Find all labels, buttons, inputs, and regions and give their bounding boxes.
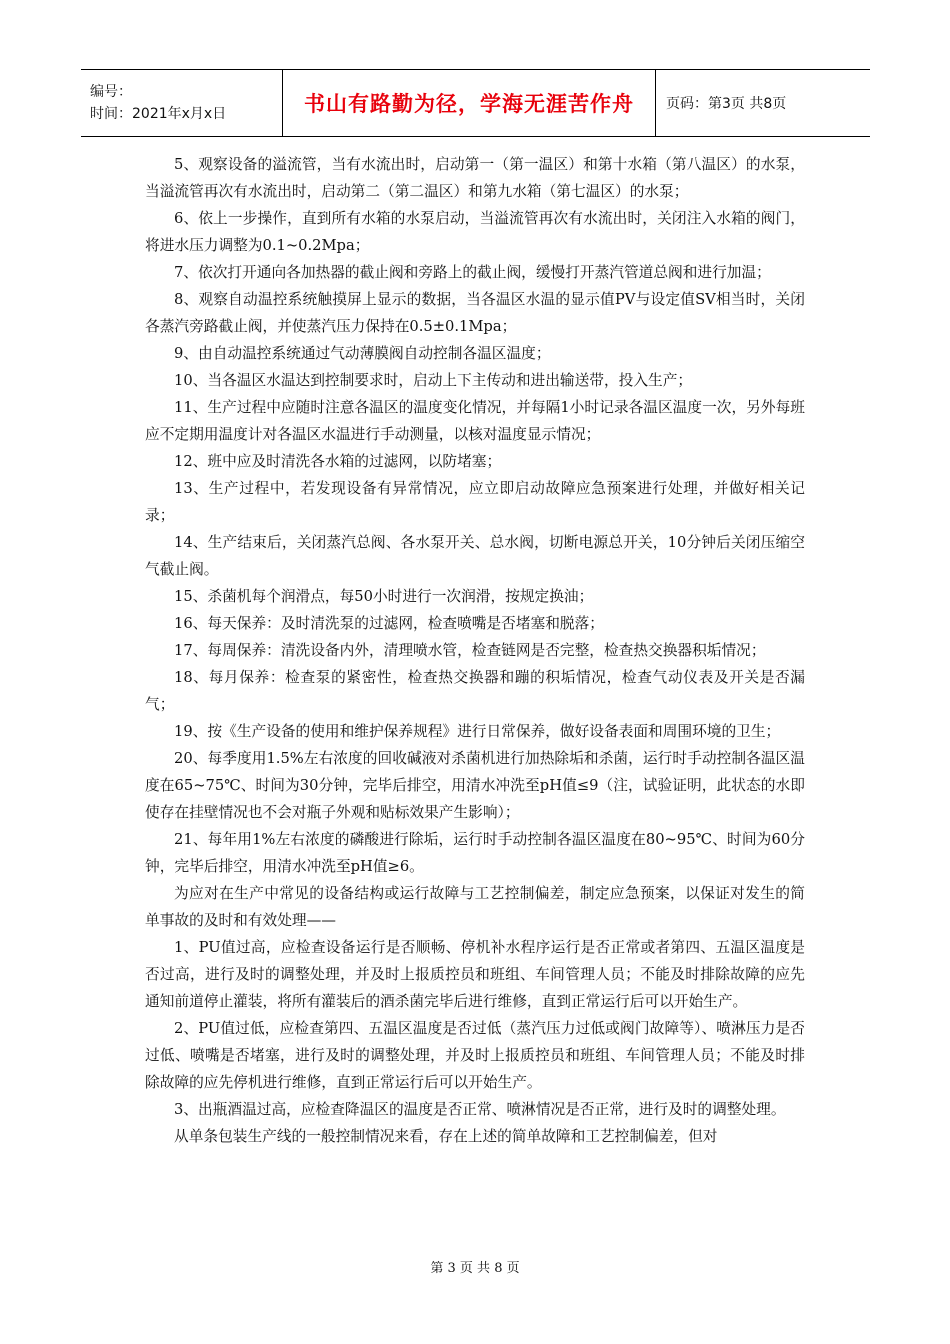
paragraph: 5、观察设备的溢流管，当有水流出时，启动第一（第一温区）和第十水箱（第八温区）的水泵，当溢流管再次有水流出时，启动第二（第二温区）和第九水箱（第七温区）的水泵； bbox=[145, 156, 805, 200]
paragraph: 7、依次打开通向各加热器的截止阀和旁路上的截止阀，缓慢打开蒸汽管道总阀和进行加温； bbox=[174, 264, 771, 281]
paragraph: 12、班中应及时清洗各水箱的过滤网，以防堵塞； bbox=[174, 453, 502, 470]
paragraph: 10、当各温区水温达到控制要求时，启动上下主传动和进出输送带，投入生产； bbox=[174, 372, 693, 389]
page-footer bbox=[0, 1257, 950, 1276]
paragraph: 6、依上一步操作，直到所有水箱的水泵启动，当溢流管再次有水流出时，关闭注入水箱的阀门，将进水压力调整为0.1~0.2Mpa； bbox=[145, 210, 805, 254]
header-page-info bbox=[656, 70, 870, 136]
paragraph: 1、PU值过高，应检查设备运行是否顺畅、停机补水程序运行是否正常或者第四、五温区温度是否过高，进行及时的调整处理，并及时上报质控员和班组、车间管理人员；不能及时排除故障的应先通知前道停止灌装，将所有灌装后的酒杀菌完毕后进行维修，直到正常运行后可以开始生产。 bbox=[145, 939, 805, 1010]
paragraph: 20、每季度用1.5%左右浓度的回收碱液对杀菌机进行加热除垢和杀菌，运行时手动控制各温区温度在65~75℃、时间为30分钟，完毕后排空，用清水冲洗至pH值≤9（注，试验证明，此状态的水即使存在挂壁情况也不会对瓶子外观和贴标效果产生影响）； bbox=[145, 750, 805, 821]
document-date: 时间：2021年x月x日 bbox=[90, 106, 227, 122]
paragraph: 19、按《生产设备的使用和维护保养规程》进行日常保养，做好设备表面和周围环境的卫生； bbox=[174, 723, 781, 740]
paragraph: 15、杀菌机每个润滑点，每50小时进行一次润滑，按规定换油； bbox=[174, 588, 594, 605]
paragraph: 8、观察自动温控系统触摸屏上显示的数据，当各温区水温的显示值PV与设定值SV相当时，关闭各蒸汽旁路截止阀，并使蒸汽压力保持在0.5±0.1Mpa； bbox=[145, 291, 805, 335]
paragraph: 16、每天保养：及时清洗泵的过滤网，检查喷嘴是否堵塞和脱落； bbox=[174, 615, 604, 632]
paragraph: 3、出瓶酒温过高，应检查降温区的温度是否正常、喷淋情况是否正常，进行及时的调整处理。 bbox=[174, 1101, 786, 1118]
page-info-text: 页码：第3页 共8页 bbox=[666, 96, 787, 112]
paragraph: 13、生产过程中，若发现设备有异常情况，应立即启动故障应急预案进行处理，并做好相关记录； bbox=[145, 480, 805, 524]
paragraph: 2、PU值过低，应检查第四、五温区温度是否过低（蒸汽压力过低或阀门故障等）、喷淋压力是否过低、喷嘴是否堵塞，进行及时的调整处理，并及时上报质控员和班组、车间管理人员；不能及时排除故障的应先停机进行维修，直到正常运行后可以开始生产。 bbox=[145, 1020, 805, 1091]
paragraph: 11、生产过程中应随时注意各温区的温度变化情况，并每隔1小时记录各温区温度一次，另外每班应不定期用温度计对各温区水温进行手动测量，以核对温度显示情况； bbox=[145, 399, 805, 443]
paragraph: 9、由自动温控系统通过气动薄膜阀自动控制各温区温度； bbox=[174, 345, 551, 362]
header-meta bbox=[81, 70, 283, 136]
paragraph: 18、每月保养：检查泵的紧密性，检查热交换器和蹦的积垢情况，检查气动仪表及开关是否漏气； bbox=[145, 669, 805, 713]
footer-page-number: 第 3 页 共 8 页 bbox=[430, 1261, 520, 1276]
document-number-label: 编号： bbox=[90, 84, 132, 100]
paragraph: 为应对在生产中常见的设备结构或运行故障与工艺控制偏差，制定应急预案，以保证对发生的简单事故的及时和有效处理—— bbox=[145, 885, 805, 929]
paragraph: 17、每周保养：清洗设备内外，清理喷水管，检查链网是否完整，检查热交换器积垢情况； bbox=[174, 642, 766, 659]
document-body bbox=[145, 151, 805, 1150]
header-motto bbox=[283, 70, 656, 136]
paragraph: 21、每年用1%左右浓度的磷酸进行除垢，运行时手动控制各温区温度在80~95℃、时间为60分钟，完毕后排空，用清水冲洗至pH值≥6。 bbox=[145, 831, 805, 875]
paragraph: 从单条包装生产线的一般控制情况来看，存在上述的简单故障和工艺控制偏差，但对 bbox=[174, 1128, 718, 1145]
page-header bbox=[81, 69, 870, 137]
motto-text: 书山有路勤为径，学海无涯苦作舟 bbox=[304, 92, 634, 116]
paragraph: 14、生产结束后，关闭蒸汽总阀、各水泵开关、总水阀，切断电源总开关，10分钟后关闭压缩空气截止阀。 bbox=[145, 534, 805, 578]
